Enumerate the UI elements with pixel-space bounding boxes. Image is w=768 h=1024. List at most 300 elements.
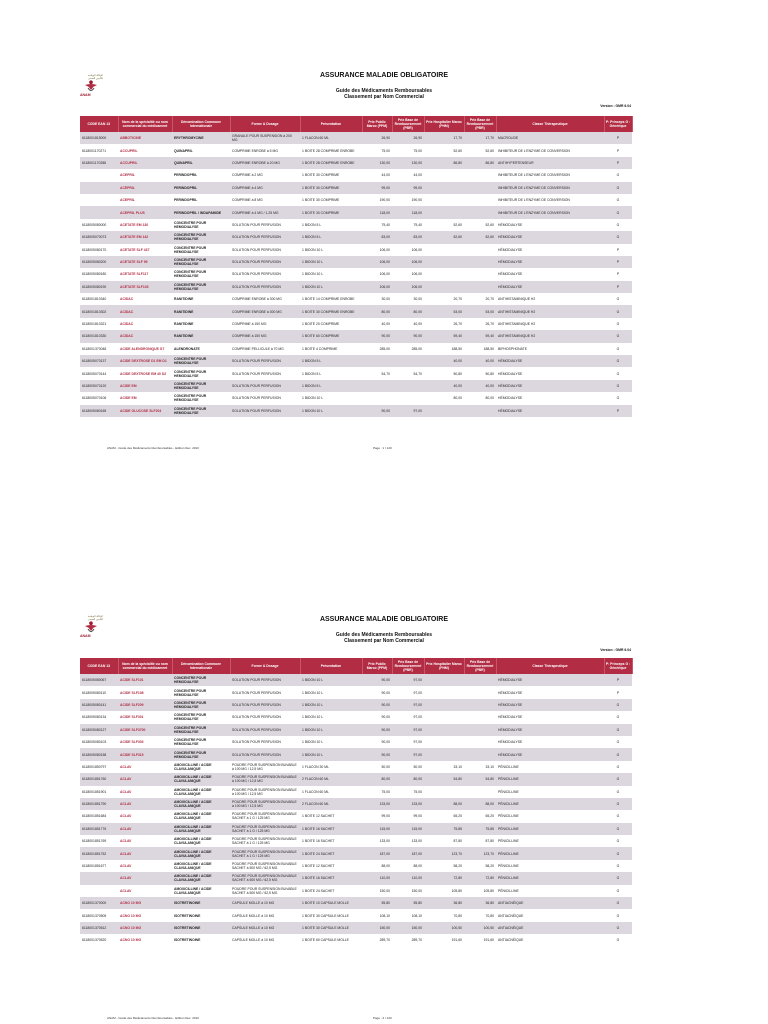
cell-pbr-price: 130,00 bbox=[392, 157, 424, 169]
cell-pbr-hosp-price: 65,20 bbox=[464, 810, 496, 822]
cell-form-dosage: POUDRE POUR SUSPENSION BUVABLE SACHET à 1 G / 125 MG bbox=[230, 835, 300, 847]
cell-ean-code: 6118001851752 bbox=[80, 847, 118, 859]
logo-brand: ANAM bbox=[80, 634, 91, 638]
cell-phm-price bbox=[424, 699, 464, 711]
column-header-phm-price: Prix Hospitalier Maroc (PHM) bbox=[424, 116, 464, 132]
cell-phm-price bbox=[424, 182, 464, 194]
cell-phm-price: 40,00 bbox=[424, 380, 464, 392]
cell-ean-code: 6118005070144 bbox=[80, 367, 118, 379]
cell-product-name: ACLAV bbox=[118, 761, 172, 773]
column-header-princeps-generic: P: Princeps G : Générique bbox=[604, 116, 632, 132]
cell-product-name: ACCUPRIL bbox=[118, 144, 172, 156]
cell-dci: CONCENTRE POUR HEMODIALYSE bbox=[172, 355, 230, 367]
cell-therapeutic-class: INHIBITEUR DE L'ENZYME DE CONVERSION bbox=[496, 169, 604, 181]
cell-product-name: ACIDE DEXTROSE D1 EM D1 bbox=[118, 355, 172, 367]
cell-presentation: 1 BOITE 12 SACHET bbox=[300, 810, 362, 822]
cell-pbr-price: 75,40 bbox=[392, 219, 424, 231]
cell-phm-price: 17,70 bbox=[424, 132, 464, 144]
cell-presentation: 1 BOITE 12 SACHET bbox=[300, 860, 362, 872]
cell-phm-price bbox=[424, 724, 464, 736]
cell-product-name: ACIDE SLF3700 bbox=[118, 724, 172, 736]
cell-ppm-price bbox=[362, 392, 392, 404]
cell-pbr-hosp-price bbox=[464, 244, 496, 256]
cell-presentation: 1 BIDON 10 L bbox=[300, 244, 362, 256]
cell-princeps-generic: P bbox=[604, 157, 632, 169]
cell-form-dosage: POUDRE POUR SUSPENSION BUVABLE à 100 MG / 12,5 MG bbox=[230, 798, 300, 810]
table-row bbox=[80, 699, 632, 711]
cell-phm-price bbox=[424, 256, 464, 268]
document-title: ASSURANCE MALADIE OBLIGATOIRE bbox=[319, 72, 449, 79]
cell-form-dosage: SOLUTION POUR PERFUSION bbox=[230, 281, 300, 293]
cell-princeps-generic: G bbox=[604, 847, 632, 859]
cell-ppm-price: 190,00 bbox=[362, 194, 392, 206]
cell-ean-code: 6118001851677 bbox=[80, 860, 118, 872]
cell-ean-code: 6118005080200 bbox=[80, 256, 118, 268]
cell-pbr-price: 80,00 bbox=[392, 773, 424, 785]
cell-phm-price bbox=[424, 244, 464, 256]
cell-form-dosage: SOLUTION POUR PERFUSION bbox=[230, 256, 300, 268]
column-header-form-dosage: Forme & Dosage bbox=[230, 658, 300, 674]
cell-dci: CONCENTRE POUR HEMODIALYSE bbox=[172, 724, 230, 736]
cell-princeps-generic: G bbox=[604, 343, 632, 355]
cell-princeps-generic: G bbox=[604, 922, 632, 934]
cell-pbr-price: 75,00 bbox=[392, 786, 424, 798]
cell-pbr-hosp-price: 80,00 bbox=[464, 392, 496, 404]
cell-therapeutic-class: HÉMODIALYSE bbox=[496, 231, 604, 243]
cell-presentation: 1 FLACON 60 ML bbox=[300, 132, 362, 144]
cell-therapeutic-class: INHIBITEUR DE L'ENZYME DE CONVERSION bbox=[496, 194, 604, 206]
cell-presentation: 1 BIDON 5 L bbox=[300, 380, 362, 392]
cell-princeps-generic: G bbox=[604, 182, 632, 194]
cell-pbr-hosp-price: 54,80 bbox=[464, 773, 496, 785]
table-row bbox=[80, 355, 632, 367]
cell-pbr-price bbox=[392, 392, 424, 404]
cell-ppm-price: 108,10 bbox=[362, 909, 392, 921]
cell-pbr-hosp-price: 105,80 bbox=[464, 885, 496, 897]
cell-product-name: ACIDE ALENDRONIQUE G7 bbox=[118, 343, 172, 355]
cell-form-dosage: SOLUTION POUR PERFUSION bbox=[230, 686, 300, 698]
cell-form-dosage: SOLUTION POUR PERFUSION bbox=[230, 268, 300, 280]
cell-phm-price bbox=[424, 736, 464, 748]
table-row bbox=[80, 144, 632, 156]
cell-pbr-price: 97,00 bbox=[392, 686, 424, 698]
cell-ppm-price: 106,00 bbox=[362, 244, 392, 256]
cell-princeps-generic: G bbox=[604, 293, 632, 305]
cell-phm-price: 52,60 bbox=[424, 144, 464, 156]
cell-form-dosage: COMPRIME PELLICULE à 70 MG bbox=[230, 343, 300, 355]
cell-pbr-hosp-price: 70,80 bbox=[464, 909, 496, 921]
cell-presentation: 2 FLACON 60 ML bbox=[300, 798, 362, 810]
cell-pbr-price: 44,00 bbox=[392, 169, 424, 181]
cell-product-name: ABBOTICINE bbox=[118, 132, 172, 144]
table-row bbox=[80, 305, 632, 317]
cell-dci: ISOTRETINOINE bbox=[172, 922, 230, 934]
cell-presentation: 1 BIDON 10 L bbox=[300, 674, 362, 686]
cell-pbr-price: 26,90 bbox=[392, 132, 424, 144]
cell-princeps-generic: P bbox=[604, 256, 632, 268]
cell-therapeutic-class: ANTIACNÉIQUE bbox=[496, 934, 604, 946]
cell-therapeutic-class: BIPHOSPHONATE bbox=[496, 343, 604, 355]
cell-ean-code: 6118001851790 bbox=[80, 798, 118, 810]
cell-phm-price: 50,80 bbox=[424, 367, 464, 379]
cell-ppm-price: 106,00 bbox=[362, 256, 392, 268]
cell-ean-code: 6118001851760 bbox=[80, 773, 118, 785]
cell-pbr-price: 75,00 bbox=[392, 144, 424, 156]
cell-pbr-price: 80,00 bbox=[392, 305, 424, 317]
cell-product-name: ACIDE SLF315 bbox=[118, 748, 172, 760]
cell-ppm-price: 26,90 bbox=[362, 132, 392, 144]
document-subtitle-1: Guide des Médicaments Remboursables bbox=[335, 632, 433, 638]
cell-dci: AMOXICILLINE / ACIDE CLAVULANIQUE bbox=[172, 860, 230, 872]
cell-ean-code: 6118005080190 bbox=[80, 281, 118, 293]
cell-phm-price: 191,60 bbox=[424, 934, 464, 946]
cell-form-dosage: POUDRE POUR SUSPENSION BUVABLE SACHET à 500 MG / 62,5 MG bbox=[230, 872, 300, 884]
logo-arabic-line-2: للتأمين الصحي bbox=[87, 618, 103, 621]
cell-product-name: ACIDAC bbox=[118, 318, 172, 330]
cell-presentation: 1 BIDON 10 L bbox=[300, 748, 362, 760]
cell-phm-price bbox=[424, 748, 464, 760]
cell-therapeutic-class: ANTIHYPERTENSEUR bbox=[496, 157, 604, 169]
table-row bbox=[80, 169, 632, 181]
cell-phm-price: 40,00 bbox=[424, 355, 464, 367]
cell-pbr-price: 106,00 bbox=[392, 281, 424, 293]
cell-therapeutic-class: ANTIHISTAMINIQUE H2 bbox=[496, 293, 604, 305]
cell-pbr-price bbox=[392, 355, 424, 367]
cell-product-name: ACEPRIL bbox=[118, 169, 172, 181]
cell-dci: AMOXICILLINE / ACIDE CLAVULANIQUE bbox=[172, 872, 230, 884]
cell-form-dosage: SOLUTION POUR PERFUSION bbox=[230, 355, 300, 367]
cell-dci: AMOXICILLINE / ACIDE CLAVULANIQUE bbox=[172, 847, 230, 859]
table-row bbox=[80, 885, 632, 897]
cell-product-name: ACETATE SLF 437 bbox=[118, 244, 172, 256]
cell-pbr-hosp-price bbox=[464, 206, 496, 218]
cell-princeps-generic: G bbox=[604, 934, 632, 946]
cell-ppm-price: 285,00 bbox=[362, 343, 392, 355]
cell-dci: ISOTRETINOINE bbox=[172, 897, 230, 909]
cell-pbr-price: 99,00 bbox=[392, 810, 424, 822]
cell-presentation: 1 BIDON 10 L bbox=[300, 256, 362, 268]
cell-pbr-price: 54,70 bbox=[392, 367, 424, 379]
cell-form-dosage: SOLUTION POUR PERFUSION bbox=[230, 724, 300, 736]
cell-phm-price: 80,00 bbox=[424, 392, 464, 404]
cell-presentation: 1 BIDON 10 L bbox=[300, 405, 362, 417]
cell-pbr-price: 190,00 bbox=[392, 194, 424, 206]
table-row bbox=[80, 847, 632, 859]
table-row bbox=[80, 773, 632, 785]
cell-ppm-price: 44,00 bbox=[362, 169, 392, 181]
cell-phm-price: 53,00 bbox=[424, 305, 464, 317]
cell-form-dosage: COMPRIME à 4 MG / 1,25 MG bbox=[230, 206, 300, 218]
cell-product-name: ACEPRIL bbox=[118, 182, 172, 194]
cell-pbr-hosp-price: 50,80 bbox=[464, 367, 496, 379]
cell-ean-code bbox=[80, 169, 118, 181]
cell-dci: AMOXICILLINE / ACIDE CLAVULANIQUE bbox=[172, 823, 230, 835]
table-row bbox=[80, 786, 632, 798]
cell-ean-code: 6118001370520 bbox=[80, 934, 118, 946]
cell-therapeutic-class: HÉMODIALYSE bbox=[496, 724, 604, 736]
cell-ean-code: 6118005070120 bbox=[80, 380, 118, 392]
cell-product-name: ACLAV bbox=[118, 810, 172, 822]
cell-form-dosage: COMPRIME ENROBE à 300 MG bbox=[230, 305, 300, 317]
cell-presentation: 1 BOITE 30 CAPSULE MOLLE bbox=[300, 909, 362, 921]
cell-phm-price: 70,80 bbox=[424, 909, 464, 921]
cell-ppm-price: 90,00 bbox=[362, 711, 392, 723]
cell-form-dosage: COMPRIME ENROBE à 20 MG bbox=[230, 157, 300, 169]
cell-dci: CONCENTRE POUR HEMODIALYSE bbox=[172, 219, 230, 231]
cell-princeps-generic: G bbox=[604, 835, 632, 847]
cell-product-name: ACEPRIL PLUS bbox=[118, 206, 172, 218]
cell-pbr-hosp-price: 36,80 bbox=[464, 897, 496, 909]
cell-presentation: 1 BOITE 16 SACHET bbox=[300, 835, 362, 847]
cell-product-name: ACIDE SLF101 bbox=[118, 674, 172, 686]
cell-therapeutic-class: ANTIACNÉIQUE bbox=[496, 897, 604, 909]
medication-table bbox=[80, 658, 633, 947]
cell-presentation: 1 BIDON 5 L bbox=[300, 367, 362, 379]
table-row bbox=[80, 934, 632, 946]
cell-pbr-price: 55,80 bbox=[392, 897, 424, 909]
cell-therapeutic-class: ANTIACNÉIQUE bbox=[496, 922, 604, 934]
cell-product-name: ACETATE SLF103 bbox=[118, 281, 172, 293]
cell-form-dosage: SOLUTION POUR PERFUSION bbox=[230, 711, 300, 723]
cell-presentation: 1 BOITE 28 COMPRIME ENROBE bbox=[300, 157, 362, 169]
column-header-pbr-price: Prix Base de Remboursement (PBR) bbox=[392, 116, 424, 132]
cell-product-name: ACLAV bbox=[118, 847, 172, 859]
cell-product-name: ACETATE EM 142 bbox=[118, 231, 172, 243]
cell-ppm-price: 187,00 bbox=[362, 847, 392, 859]
cell-dci: CONCENTRE POUR HEMODIALYSE bbox=[172, 674, 230, 686]
cell-pbr-hosp-price bbox=[464, 281, 496, 293]
table-row bbox=[80, 219, 632, 231]
table-row bbox=[80, 823, 632, 835]
cell-therapeutic-class: PÉNICILLINE bbox=[496, 761, 604, 773]
logo-arabic-line-1: الوكالة الوطنية bbox=[87, 615, 103, 618]
column-header-ean-code: CODE EAN 13 bbox=[80, 658, 118, 674]
cell-product-name: ACIDE EM bbox=[118, 380, 172, 392]
cell-presentation: 1 BOITE 30 CAPSULE MOLLE bbox=[300, 922, 362, 934]
cell-princeps-generic: G bbox=[604, 194, 632, 206]
cell-ean-code: 6118001810302 bbox=[80, 305, 118, 317]
cell-phm-price: 87,80 bbox=[424, 835, 464, 847]
table-row bbox=[80, 231, 632, 243]
cell-ean-code: 6118005080141 bbox=[80, 699, 118, 711]
cell-princeps-generic: G bbox=[604, 711, 632, 723]
cell-pbr-price: 97,00 bbox=[392, 724, 424, 736]
cell-therapeutic-class: ANTIHISTAMINIQUE H2 bbox=[496, 330, 604, 342]
cell-pbr-price: 40,00 bbox=[392, 318, 424, 330]
cell-form-dosage: COMPRIME à 150 MG bbox=[230, 318, 300, 330]
cell-pbr-hosp-price bbox=[464, 748, 496, 760]
cell-product-name: ACIDE DEXTROSE EM 40 D2 bbox=[118, 367, 172, 379]
cell-therapeutic-class: HÉMODIALYSE bbox=[496, 256, 604, 268]
cell-princeps-generic: G bbox=[604, 897, 632, 909]
cell-presentation: 1 BOITE 4 COMPRIME bbox=[300, 343, 362, 355]
cell-dci: ISOTRETINOINE bbox=[172, 934, 230, 946]
cell-dci: AMOXICILLINE / ACIDE CLAVULANIQUE bbox=[172, 773, 230, 785]
cell-ean-code bbox=[80, 872, 118, 884]
cell-pbr-hosp-price: 88,00 bbox=[464, 798, 496, 810]
cell-therapeutic-class: HÉMODIALYSE bbox=[496, 380, 604, 392]
cell-ppm-price: 150,00 bbox=[362, 922, 392, 934]
cell-therapeutic-class: PÉNICILLINE bbox=[496, 885, 604, 897]
cell-pbr-price: 83,00 bbox=[392, 231, 424, 243]
cell-ean-code: 6118005080110 bbox=[80, 686, 118, 698]
cell-presentation: 1 FLACON 30 ML bbox=[300, 761, 362, 773]
cell-product-name: ACNO 10 MG bbox=[118, 934, 172, 946]
cell-princeps-generic: G bbox=[604, 885, 632, 897]
cell-pbr-hosp-price: 191,60 bbox=[464, 934, 496, 946]
table-row bbox=[80, 132, 632, 144]
cell-ean-code: 6118001851684 bbox=[80, 810, 118, 822]
cell-phm-price bbox=[424, 169, 464, 181]
medication-table bbox=[80, 116, 633, 417]
cell-pbr-hosp-price bbox=[464, 268, 496, 280]
table-row bbox=[80, 810, 632, 822]
cell-princeps-generic: G bbox=[604, 305, 632, 317]
cell-dci: QUINAPRIL bbox=[172, 157, 230, 169]
cell-product-name: ACNO 10 MG bbox=[118, 922, 172, 934]
cell-phm-price: 75,85 bbox=[424, 823, 464, 835]
cell-pbr-hosp-price: 40,00 bbox=[464, 380, 496, 392]
cell-pbr-price: 106,00 bbox=[392, 244, 424, 256]
table-row bbox=[80, 674, 632, 686]
cell-ppm-price: 106,00 bbox=[362, 281, 392, 293]
cell-pbr-hosp-price bbox=[464, 724, 496, 736]
cell-pbr-price: 97,00 bbox=[392, 405, 424, 417]
cell-dci: PERINDOPRIL bbox=[172, 182, 230, 194]
cell-phm-price: 188,50 bbox=[424, 343, 464, 355]
cell-phm-price bbox=[424, 281, 464, 293]
cell-form-dosage: SOLUTION POUR PERFUSION bbox=[230, 392, 300, 404]
cell-form-dosage: POUDRE POUR SUSPENSION BUVABLE SACHET à 1 G / 125 MG bbox=[230, 823, 300, 835]
cell-presentation: 1 BOITE 16 SACHET bbox=[300, 823, 362, 835]
cell-ppm-price: 110,00 bbox=[362, 872, 392, 884]
cell-presentation: 1 BOITE 20 COMPRIME bbox=[300, 318, 362, 330]
cell-phm-price bbox=[424, 194, 464, 206]
cell-form-dosage: CAPSULE MOLLE à 10 MG bbox=[230, 909, 300, 921]
cell-phm-price: 52,60 bbox=[424, 219, 464, 231]
cell-pbr-hosp-price bbox=[464, 786, 496, 798]
cell-dci: CONCENTRE POUR HEMODIALYSE bbox=[172, 256, 230, 268]
cell-dci: AMOXICILLINE / ACIDE CLAVULANIQUE bbox=[172, 761, 230, 773]
cell-ppm-price: 75,00 bbox=[362, 144, 392, 156]
table-row bbox=[80, 244, 632, 256]
cell-ppm-price: 80,00 bbox=[362, 305, 392, 317]
cell-princeps-generic: G bbox=[604, 330, 632, 342]
cell-princeps-generic: G bbox=[604, 909, 632, 921]
table-row bbox=[80, 392, 632, 404]
cell-ean-code: 6118001851776 bbox=[80, 823, 118, 835]
cell-therapeutic-class: PÉNICILLINE bbox=[496, 786, 604, 798]
cell-product-name: ACCUPRIL bbox=[118, 157, 172, 169]
cell-pbr-hosp-price bbox=[464, 405, 496, 417]
cell-pbr-hosp-price: 100,50 bbox=[464, 922, 496, 934]
cell-phm-price bbox=[424, 674, 464, 686]
cell-princeps-generic: G bbox=[604, 761, 632, 773]
cell-phm-price: 52,60 bbox=[424, 231, 464, 243]
cell-therapeutic-class: ANTIHISTAMINIQUE H2 bbox=[496, 305, 604, 317]
cell-pbr-price: 150,00 bbox=[392, 885, 424, 897]
cell-phm-price bbox=[424, 206, 464, 218]
cell-ppm-price: 90,00 bbox=[362, 748, 392, 760]
cell-pbr-price: 30,00 bbox=[392, 293, 424, 305]
cell-pbr-hosp-price bbox=[464, 736, 496, 748]
cell-therapeutic-class: HÉMODIALYSE bbox=[496, 674, 604, 686]
cell-presentation: 1 BOITE 24 SACHET bbox=[300, 847, 362, 859]
cell-presentation: 1 BIDON 10 L bbox=[300, 268, 362, 280]
cell-ppm-price: 80,00 bbox=[362, 773, 392, 785]
cell-dci: CONCENTRE POUR HEMODIALYSE bbox=[172, 268, 230, 280]
cell-dci: CONCENTRE POUR HEMODIALYSE bbox=[172, 367, 230, 379]
cell-therapeutic-class: HÉMODIALYSE bbox=[496, 268, 604, 280]
table-row bbox=[80, 835, 632, 847]
cell-ppm-price: 30,00 bbox=[362, 293, 392, 305]
logo-arabic-line-2: للتأمين الصحي bbox=[87, 77, 103, 80]
table-row bbox=[80, 268, 632, 280]
cell-princeps-generic: G bbox=[604, 169, 632, 181]
cell-product-name: ACLAV bbox=[118, 872, 172, 884]
cell-presentation: 1 BOITE 30 COMPRIME bbox=[300, 169, 362, 181]
cell-form-dosage: POUDRE POUR SUSPENSION BUVABLE SACHET à 1 G / 125 MG bbox=[230, 810, 300, 822]
cell-dci: AMOXICILLINE / ACIDE CLAVULANIQUE bbox=[172, 810, 230, 822]
cell-therapeutic-class: PÉNICILLINE bbox=[496, 860, 604, 872]
cell-ean-code: 6118005080127 bbox=[80, 724, 118, 736]
table-row bbox=[80, 686, 632, 698]
cell-therapeutic-class: PÉNICILLINE bbox=[496, 835, 604, 847]
cell-form-dosage: SOLUTION POUR PERFUSION bbox=[230, 367, 300, 379]
cell-product-name: ACETATE SLF117 bbox=[118, 268, 172, 280]
cell-form-dosage: CAPSULE MOLLE à 10 MG bbox=[230, 934, 300, 946]
cell-princeps-generic: G bbox=[604, 318, 632, 330]
cell-pbr-hosp-price: 52,60 bbox=[464, 144, 496, 156]
cell-phm-price: 20,70 bbox=[424, 293, 464, 305]
cell-dci: CONCENTRE POUR HEMODIALYSE bbox=[172, 686, 230, 698]
column-header-product-name: Nom de la spécialité ou nom commercial du médicament bbox=[118, 116, 172, 132]
cell-ppm-price: 106,00 bbox=[362, 268, 392, 280]
cell-presentation: 1 BOITE 30 COMPRIME bbox=[300, 182, 362, 194]
cell-pbr-price: 97,00 bbox=[392, 736, 424, 748]
cell-pbr-hosp-price bbox=[464, 256, 496, 268]
cell-ppm-price: 115,00 bbox=[362, 823, 392, 835]
cell-phm-price bbox=[424, 405, 464, 417]
cell-princeps-generic: G bbox=[604, 748, 632, 760]
cell-product-name: ACIDE SLF108 bbox=[118, 686, 172, 698]
cell-ean-code: 6118005080000 bbox=[80, 219, 118, 231]
column-header-ppm-price: Prix Public Maroc (PPM) bbox=[362, 116, 392, 132]
table-row bbox=[80, 761, 632, 773]
cell-phm-price: 54,80 bbox=[424, 773, 464, 785]
cell-pbr-price: 133,00 bbox=[392, 835, 424, 847]
cell-product-name: ACETATE SLF 99 bbox=[118, 256, 172, 268]
cell-therapeutic-class: HÉMODIALYSE bbox=[496, 392, 604, 404]
table-row bbox=[80, 157, 632, 169]
cell-dci: AMOXICILLINE / ACIDE CLAVULANIQUE bbox=[172, 835, 230, 847]
table-row bbox=[80, 318, 632, 330]
cell-presentation: 1 BIDON 10 L bbox=[300, 736, 362, 748]
cell-form-dosage: COMPRIME ENROBE à 5 MG bbox=[230, 144, 300, 156]
cell-dci: RANITIDINE bbox=[172, 305, 230, 317]
cell-pbr-price: 115,00 bbox=[392, 823, 424, 835]
cell-form-dosage: COMPRIME à 2 MG bbox=[230, 169, 300, 181]
cell-therapeutic-class: PÉNICILLINE bbox=[496, 823, 604, 835]
cell-pbr-hosp-price: 26,70 bbox=[464, 318, 496, 330]
cell-dci: RANITIDINE bbox=[172, 330, 230, 342]
cell-dci: AMOXICILLINE / ACIDE CLAVULANIQUE bbox=[172, 786, 230, 798]
cell-dci: CONCENTRE POUR HEMODIALYSE bbox=[172, 231, 230, 243]
column-header-dci: Dénomination Commune Internationale bbox=[172, 116, 230, 132]
cell-therapeutic-class: INHIBITEUR DE L'ENZYME DE CONVERSION bbox=[496, 182, 604, 194]
cell-ppm-price: 289,70 bbox=[362, 934, 392, 946]
table-row bbox=[80, 206, 632, 218]
